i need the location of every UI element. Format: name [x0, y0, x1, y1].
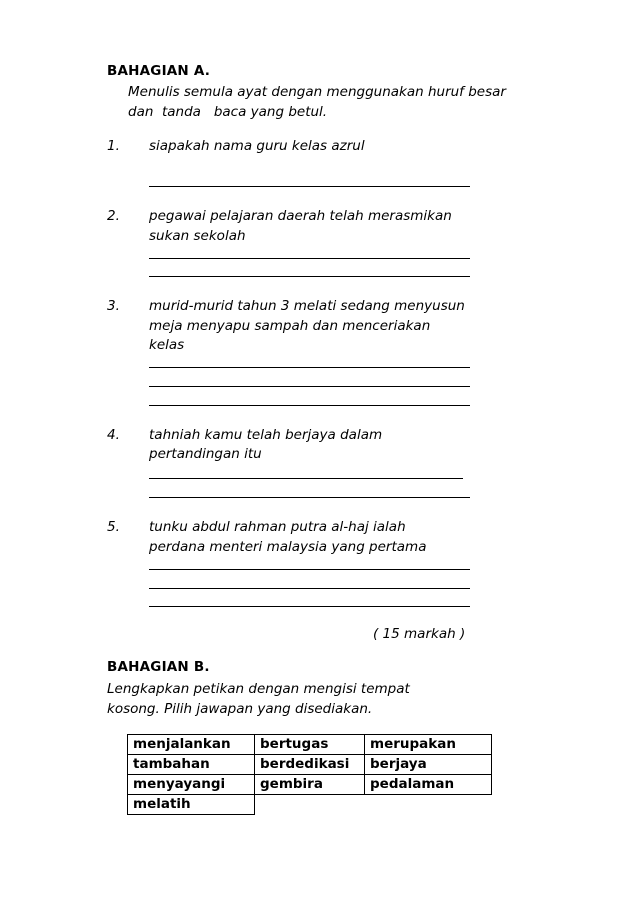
answer-line[interactable] [149, 186, 470, 187]
question-1-number: 1. [107, 138, 120, 154]
table-row [128, 735, 492, 755]
answer-line[interactable] [149, 258, 470, 259]
question-1-text: siapakah nama guru kelas azrul [149, 138, 365, 154]
total-marks: ( 15 markah ) [373, 626, 466, 642]
section-b-heading: BAHAGIAN B. [107, 659, 210, 675]
answer-line[interactable] [149, 569, 470, 570]
answer-line[interactable] [149, 276, 470, 277]
word-cell: berdedikasi [255, 755, 365, 775]
answer-line[interactable] [149, 405, 470, 406]
word-cell: melatih [128, 795, 255, 815]
question-3-number: 3. [107, 298, 120, 314]
question-3-text-line1: murid-murid tahun 3 melati sedang menyusun [149, 298, 465, 314]
empty-cell [365, 795, 492, 815]
section-b-instruction-line2: kosong. Pilih jawapan yang disediakan. [107, 701, 373, 717]
question-5-text-line2: perdana menteri malaysia yang pertama [149, 539, 427, 555]
answer-line[interactable] [149, 386, 470, 387]
word-cell: gembira [255, 775, 365, 795]
question-4-text-line1: tahniah kamu telah berjaya dalam [149, 427, 383, 443]
question-4-number: 4. [107, 427, 120, 443]
answer-line[interactable] [149, 367, 470, 368]
word-cell: menyayangi [128, 775, 255, 795]
table-row [128, 755, 492, 775]
question-2-text-line1: pegawai pelajaran daerah telah merasmikan [149, 208, 452, 224]
question-4-text-line2: pertandingan itu [149, 446, 262, 462]
question-3-text-line3: kelas [149, 337, 185, 353]
word-choice-table [127, 734, 492, 815]
section-a-instruction-line2: dan tanda baca yang betul. [128, 104, 328, 120]
section-a-heading: BAHAGIAN A. [107, 63, 211, 79]
answer-line[interactable] [149, 478, 463, 479]
question-2-number: 2. [107, 208, 120, 224]
word-cell: merupakan [365, 735, 492, 755]
answer-line[interactable] [149, 588, 470, 589]
answer-line[interactable] [149, 497, 470, 498]
section-b-instruction-line1: Lengkapkan petikan dengan mengisi tempat [107, 681, 410, 697]
question-5-text-line1: tunku abdul rahman putra al-haj ialah [149, 519, 406, 535]
section-a-instruction-line1: Menulis semula ayat dengan menggunakan huruf besar [128, 84, 506, 100]
word-cell: pedalaman [365, 775, 492, 795]
word-cell: berjaya [365, 755, 492, 775]
table-row [128, 775, 492, 795]
word-cell: menjalankan [128, 735, 255, 755]
question-3-text-line2: meja menyapu sampah dan menceriakan [149, 318, 431, 334]
question-2-text-line2: sukan sekolah [149, 228, 246, 244]
question-5-number: 5. [107, 519, 120, 535]
answer-line[interactable] [149, 606, 470, 607]
word-cell: bertugas [255, 735, 365, 755]
word-cell: tambahan [128, 755, 255, 775]
table-row [128, 795, 492, 815]
empty-cell [255, 795, 365, 815]
